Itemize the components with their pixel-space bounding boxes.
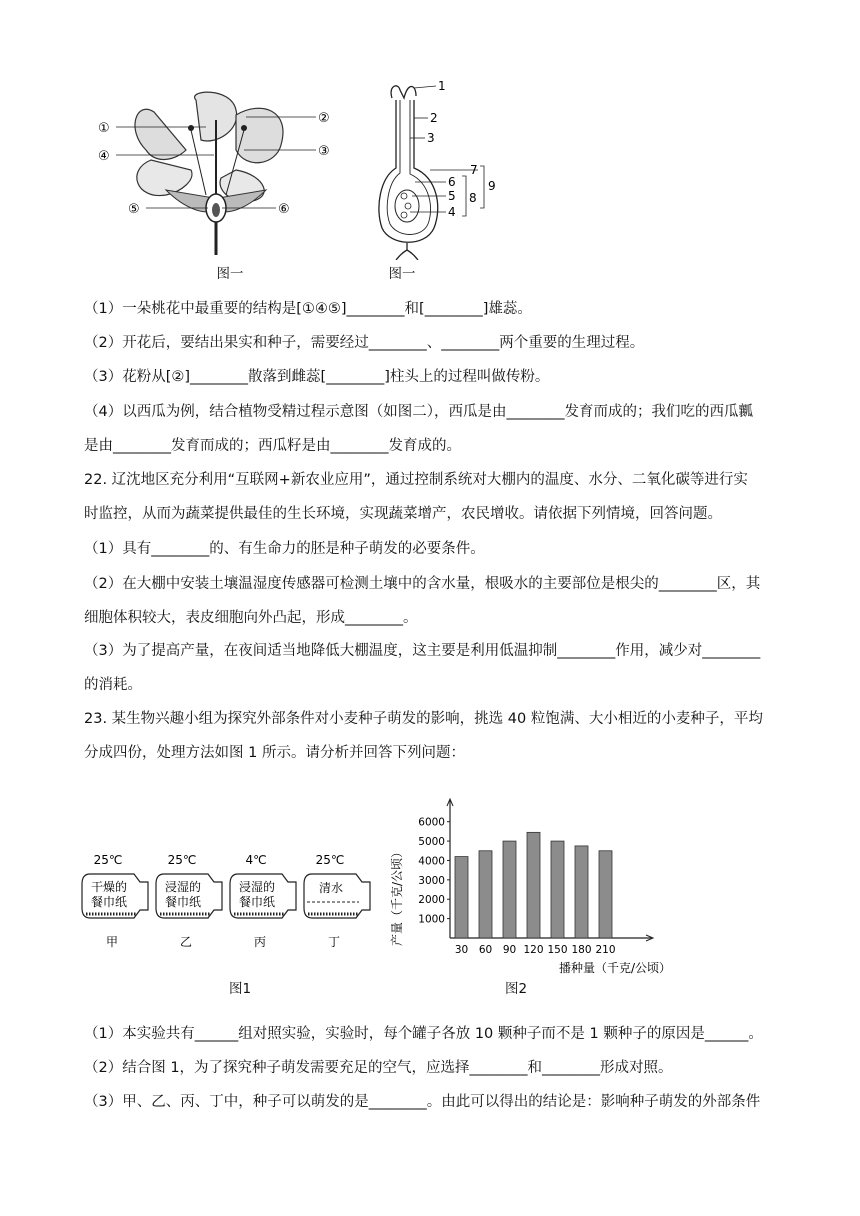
- jar-1: [156, 853, 222, 949]
- q21-part3: （3）花粉从[②]________散落到雌蕊[________]柱头上的过程叫做传粉。: [84, 369, 550, 385]
- flower-label-3: ③: [318, 144, 330, 159]
- chart-x-tick-label: 60: [478, 944, 493, 956]
- flower-diagram: [96, 90, 346, 260]
- chart-bar: [527, 832, 540, 938]
- q23-part1: （1）本实验共有______组对照实验，实验时，每个罐子各放 10 颗种子而不是 1 颗种子的原因是______。: [84, 1026, 763, 1042]
- q22-part3-line1: （3）为了提高产量，在夜间适当地降低大棚温度，这主要是利用低温抑制________作用，减少对________: [84, 643, 761, 659]
- jar-label-line1: 干燥的: [90, 880, 128, 894]
- chart-x-tick-label: 210: [595, 944, 616, 956]
- pistil-label-5: 5: [448, 189, 456, 203]
- pistil-label-9: 9: [488, 179, 496, 193]
- jar-name: 丙: [253, 935, 267, 949]
- chart-bar: [503, 841, 516, 938]
- chart-x-tick-label: 30: [454, 944, 469, 956]
- jar-temp: 4℃: [245, 853, 267, 867]
- q23-stem-line1: 23. 某生物兴趣小组为探究外部条件对小麦种子萌发的影响，挑选 40 粒饱满、大小相近的小麦种子，平均: [84, 711, 763, 727]
- chart-bar: [479, 851, 492, 938]
- jar-temp: 25℃: [167, 853, 197, 867]
- jar-temp: 25℃: [93, 853, 123, 867]
- chart-y-tick-label: 3000: [418, 874, 445, 887]
- jar-name: 丁: [327, 935, 341, 949]
- chart-x-tick-label: 120: [523, 944, 544, 956]
- q22-part2-line1: （2）在大棚中安装土壤温湿度传感器可检测土壤中的含水量，根吸水的主要部位是根尖的________区，其: [84, 576, 761, 592]
- chart-y-tick-label: 2000: [418, 894, 445, 907]
- q21-part4-line2: 是由________发育而成的；西瓜籽是由________发育成的。: [84, 438, 461, 454]
- jar-temp: 25℃: [315, 853, 345, 867]
- q22-stem-line1: 22. 辽沈地区充分利用“互联网+新农业应用”，通过控制系统对大棚内的温度、水分、二氧化碳等进行实: [84, 472, 748, 488]
- chart-y-tick-label: 5000: [418, 836, 445, 849]
- q21-part1: （1）一朵桃花中最重要的结构是[①④⑤]________和[________]雄蕊。: [84, 301, 532, 317]
- q22-part1: （1）具有________的、有生命力的胚是种子萌发的必要条件。: [84, 541, 485, 557]
- jar-label-line2: 餐巾纸: [238, 895, 276, 909]
- chart-bar: [455, 857, 468, 938]
- pistil-label-1: 1: [438, 79, 446, 93]
- q21-part2: （2）开花后，要结出果实和种子，需要经过________、________两个重要的生理过程。: [84, 335, 645, 351]
- jar-label-line1: 清水: [318, 881, 344, 895]
- flower-label-6: ⑥: [278, 202, 290, 217]
- q21-part4-line1: （4）以西瓜为例，结合植物受精过程示意图（如图二），西瓜是由________发育而成的；我们吃的西瓜瓤: [84, 404, 753, 420]
- chart-ylabel: 产量（千克/公顷）: [390, 845, 404, 947]
- chart-x-tick-label: 90: [502, 944, 517, 956]
- q22-part2-line2: 细胞体积较大，表皮细胞向外凸起，形成________。: [84, 610, 418, 626]
- chart-y-tick-label: 4000: [418, 855, 445, 868]
- jar-name: 甲: [105, 935, 119, 949]
- q23-part3: （3）甲、乙、丙、丁中，种子可以萌发的是________。由此可以得出的结论是：影响种子萌发的外部条件: [84, 1094, 761, 1110]
- flower-label-4: ④: [98, 149, 110, 164]
- jar-2: [230, 853, 296, 949]
- jar-label-line1: 浸湿的: [238, 880, 276, 894]
- yield-bar-chart: [384, 798, 674, 976]
- jar-0: [82, 853, 148, 949]
- jar-label-line2: 餐巾纸: [90, 895, 128, 909]
- q23-stem-line2: 分成四份，处理方法如图 1 所示。请分析并回答下列问题：: [84, 745, 465, 761]
- pistil-label-4: 4: [448, 205, 456, 219]
- chart-xlabel: 播种量（千克/公顷）: [559, 961, 672, 975]
- fig2-caption: 图2: [504, 981, 528, 997]
- chart-y-tick-label: 6000: [418, 816, 445, 829]
- pistil-label-6: 6: [448, 175, 456, 189]
- chart-bar: [599, 851, 612, 938]
- jars-figure: [78, 852, 378, 957]
- jar-3: [304, 853, 370, 949]
- q22-part3-line2: 的消耗。: [84, 677, 142, 693]
- q22-stem-line2: 时监控，从而为蔬菜提供最佳的生长环境，实现蔬菜增产，农民增收。请依据下列情境，回答问题。: [84, 506, 722, 522]
- jar-name: 乙: [179, 935, 193, 949]
- pistil-caption: 图一: [388, 266, 416, 282]
- chart-y-tick-label: 1000: [418, 913, 445, 926]
- flower-label-5: ⑤: [128, 202, 140, 217]
- q23-part2: （2）结合图 1，为了探究种子萌发需要充足的空气，应选择________和________形成对照。: [84, 1060, 673, 1076]
- flower-label-2: ②: [318, 111, 330, 126]
- pistil-label-7: 7: [470, 163, 478, 177]
- chart-x-tick-label: 180: [571, 944, 592, 956]
- flower-label-1: ①: [98, 121, 110, 136]
- jar-label-line2: 餐巾纸: [164, 895, 202, 909]
- pistil-diagram: [370, 78, 510, 260]
- chart-bar: [551, 841, 564, 938]
- pistil-label-2: 2: [430, 111, 438, 125]
- pistil-label-3: 3: [427, 131, 435, 145]
- flower-caption: 图一: [216, 266, 244, 282]
- jar-label-line1: 浸湿的: [164, 880, 202, 894]
- fig1-caption: 图1: [228, 981, 252, 997]
- chart-x-tick-label: 150: [547, 944, 568, 956]
- pistil-label-8: 8: [469, 191, 477, 205]
- chart-bar: [575, 846, 588, 938]
